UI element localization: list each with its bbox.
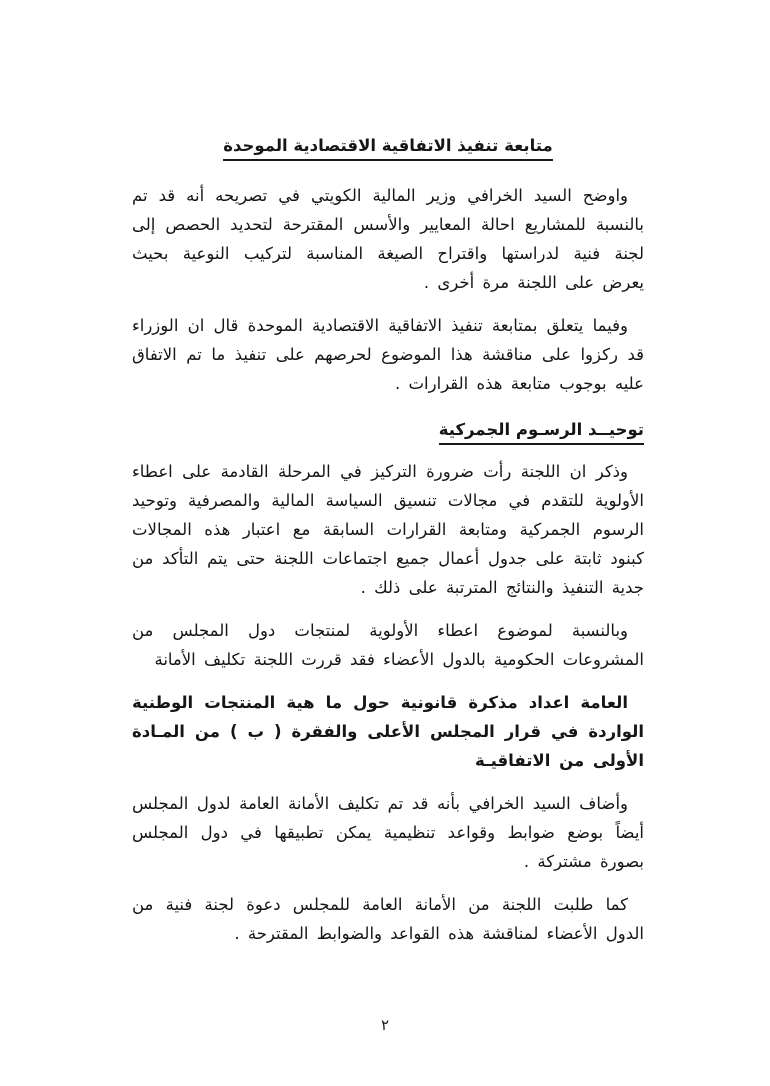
paragraph-section-2: وبالنسبة لموضوع اعطاء الأولوية لمنتجات دول المجلس من المشروعات الحكومية بالدول الأعضاء فقد قررت اللجنة تكليف الأمانة xyxy=(132,621,644,669)
paragraph-intro-1: واوضح السيد الخرافي وزير المالية الكويتي في تصريحه أنه قد تم بالنسبة للمشاريع احالة المعايير والأسس المقترحة لتحديد الحصص إلى لجنة فنية لدراستها واقتراح الصيغة المناسبة لتركيب النوعية بحيث يعرض على اللجنة مرة أخرى . xyxy=(132,186,644,292)
page-number: ٢ xyxy=(380,1016,390,1034)
section-heading-customs-duties xyxy=(132,420,644,439)
paragraph-section-3: العامة اعداد مذكرة قانونية حول ما هية المنتجات الوطنية الواردة في قرار المجلس الأعلى والفقرة ( ب ) من المـادة الأولى من الاتفاقيـة xyxy=(132,693,644,770)
section-heading-text: توحيــد الرسـوم الجمركية xyxy=(439,420,644,445)
page-title-text: متابعة تنفيذ الاتفاقية الاقتصادية الموحدة xyxy=(223,136,553,161)
page-content xyxy=(132,136,644,962)
paragraph-section-1: وذكر ان اللجنة رأت ضرورة التركيز في المرحلة القادمة على اعطاء الأولوية للتقدم في مجالات تنسيق السياسة المالية والمصرفية وتوحيد الرسوم الجمركية ومتابعة القرارات السابقة مع اعتبار هذه المجالات كبنود ثابتة على جدول أعمال جميع اجتماعات اللجنة حتى يتم التأكد من جدية التنفيذ والنتائج المترتبة على ذلك . xyxy=(132,462,644,597)
paragraph-section-4: وأضاف السيد الخرافي بأنه قد تم تكليف الأمانة العامة لدول المجلس أيضاً بوضع ضوابط وقواعد تنظيمية يمكن تطبيقها في دول المجلس بصورة مشتركة . xyxy=(132,794,644,871)
page-title xyxy=(132,136,644,155)
paragraph-intro-2: وفيما يتعلق بمتابعة تنفيذ الاتفاقية الاقتصادية الموحدة قال ان الوزراء قد ركزوا على مناقشة هذا الموضوع لحرصهم على تنفيذ ما تم الاتفاق عليه بوجوب متابعة هذه القرارات . xyxy=(132,316,644,393)
paragraph-section-5: كما طلبت اللجنة من الأمانة العامة للمجلس دعوة لجنة فنية من الدول الأعضاء لمناقشة هذه القواعد والضوابط المقترحة . xyxy=(132,895,644,943)
